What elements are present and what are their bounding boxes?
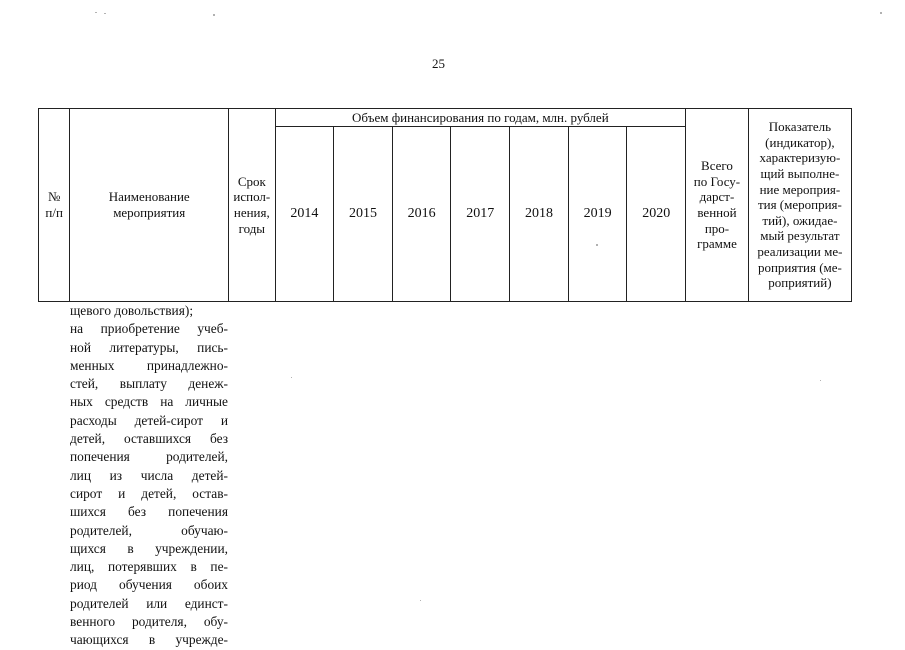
text-line: лиц, потерявших в пе- [70, 559, 228, 575]
text-line: расходы детей-сирот и [70, 412, 228, 428]
text-line: щевого довольствия); [70, 303, 194, 318]
funding-group-header: Объем финансирования по годам, млн. рублей [275, 109, 686, 127]
col-indicator-header: Показатель (индикатор), характеризую- щий выполне- ние мероприя- тия (мероприя- тий), ожидае- мый результат реализации ме- роприятия (ме- роприятий) [748, 109, 851, 302]
col-name-header: Наименование мероприятия [70, 109, 229, 302]
text-line: щихся в учреждении, [70, 540, 228, 556]
col-term-header: Срок испол- нения, годы [229, 109, 276, 302]
scan-speck [420, 600, 421, 601]
year-2020: 2020 [627, 127, 686, 302]
text-line: венного родителя, обу- [70, 614, 228, 630]
scan-speck [291, 377, 292, 378]
scan-speck [104, 13, 106, 14]
scan-speck [880, 12, 882, 14]
text-line: риод обучения обоих [70, 577, 228, 593]
col-total-header: Всего по Госу- дарст- венной про- грамме [686, 109, 749, 302]
text-line: детей, оставшихся без [70, 431, 228, 447]
text-line: сирот и детей, остав- [70, 485, 228, 501]
text-line: чающихся в учрежде- [70, 632, 228, 648]
page-number: 25 [432, 56, 445, 71]
text-line: лиц из числа детей- [70, 467, 228, 483]
text-line: на приобретение учеб- [70, 321, 228, 337]
year-2019: 2019 [568, 127, 627, 302]
text-line: стей, выплату денеж- [70, 376, 228, 392]
text-line: родителей, обучаю- [70, 522, 228, 538]
year-2016: 2016 [392, 127, 451, 302]
scan-speck [95, 12, 97, 13]
scan-speck [213, 14, 215, 16]
text-line: менных принадлежно- [70, 357, 228, 373]
year-2014: 2014 [275, 127, 334, 302]
year-2015: 2015 [334, 127, 393, 302]
text-line: ной литературы, пись- [70, 339, 228, 355]
text-line: шихся без попечения [70, 504, 228, 520]
year-2018: 2018 [510, 127, 569, 302]
col-number-header: № п/п [39, 109, 70, 302]
text-line: попечения родителей, [70, 449, 228, 465]
continuation-text [70, 302, 228, 650]
text-line: родителей или единст- [70, 595, 228, 611]
financing-table-header [38, 108, 852, 302]
scan-speck [820, 380, 821, 381]
year-2017: 2017 [451, 127, 510, 302]
text-line: ных средств на личные [70, 394, 228, 410]
scan-speck [596, 244, 598, 246]
